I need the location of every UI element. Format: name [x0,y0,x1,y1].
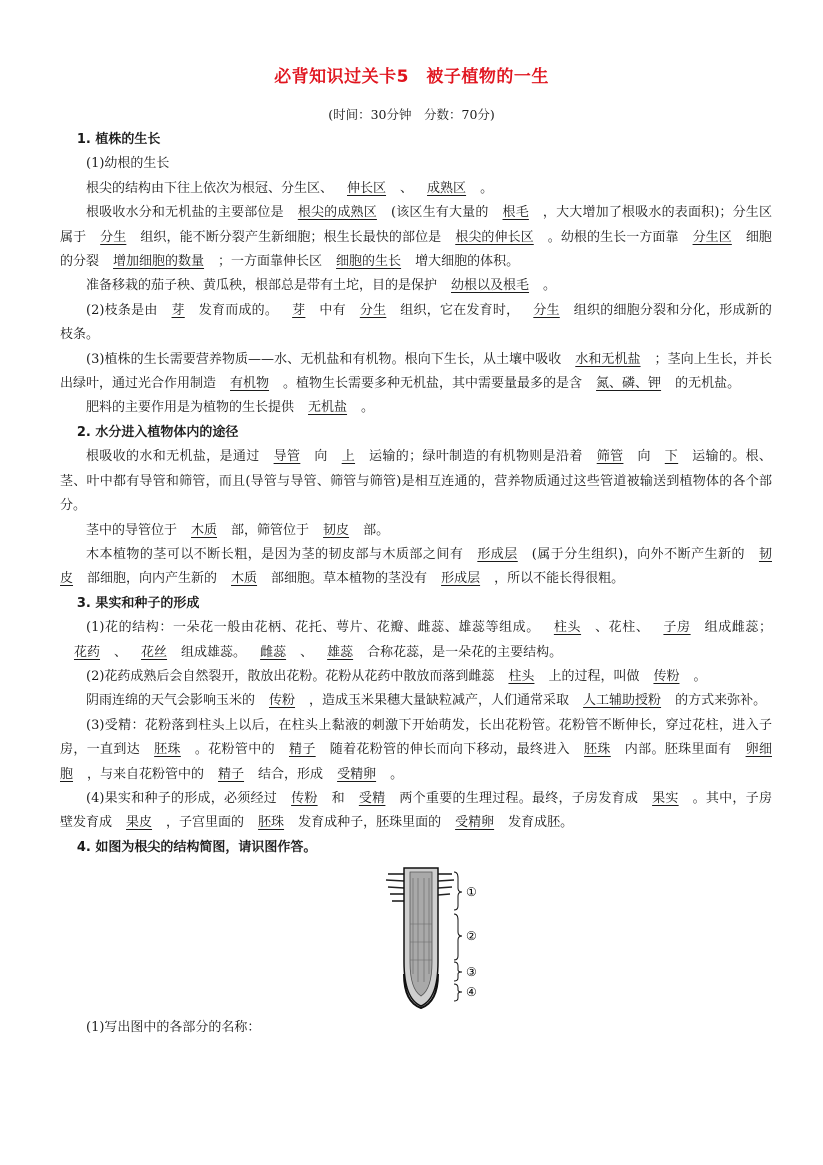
s2-para2: 茎中的导管位于 木质 部，筛管位于 韧皮 部。 [86,522,390,538]
answer-blank: 精子 [288,742,316,758]
s1-para4: (2)枝条是由 芽 发育而成的。 芽 中有 分生 组织，它在发育时， 分生 组织的细胞分裂和分化，形成新的枝条。 [60,302,772,343]
s3-para2: (2)花药成熟后会自然裂开，散放出花粉。花粉从花药中散放而落到雌蕊 柱头 上的过程，叫做 传粉 。 [86,668,707,684]
answer-blank: 幼根以及根毛 [451,278,530,294]
answer-blank: 细胞的生长 [336,254,402,270]
answer-blank: 有机物 [230,376,270,392]
answer-blank: 成熟区 [427,180,467,196]
answer-blank: 柱头 [508,668,535,684]
s3-para4: (3)受精：花粉落到柱头上以后，在柱头上黏液的刺激下开始萌发，长出花粉管。花粉管不断伸长，穿过花柱，进入子房，一直到达 胚珠 。花粉管中的 精子 随着花粉管的伸长而向下移动，最终进入 胚珠 内部。胚珠里面有 卵细胞 ，与来自花粉管中的 精子 结合，形成 受精卵 。 [60,717,772,782]
answer-blank: 子房 [663,620,691,636]
answer-blank: 传粉 [269,693,296,709]
s2-para3: 木本植物的茎可以不断长粗，是因为茎的韧皮部与木质部之间有 形成层 (属于分生组织)，向外不断产生新的 韧皮 部细胞，向内产生新的 木质 部细胞。草本植物的茎没有 形成层 ，所以不能长得很粗。 [60,546,772,587]
answer-blank: 受精 [358,790,386,806]
answer-blank: 根毛 [502,205,529,221]
answer-blank: 下 [664,449,679,465]
s1-sub1: (1)幼根的生长 [86,156,170,172]
s1-para1: 根尖的结构由下往上依次为根冠、分生区、 伸长区 、 成熟区 。 [86,180,494,196]
answer-blank: 木质 [231,571,258,587]
answer-blank: 无机盐 [308,400,348,416]
answer-blank: 形成层 [477,546,518,562]
answer-blank: 木质 [191,522,218,538]
answer-blank: 花药 [74,644,101,660]
answer-blank: 柱头 [553,620,582,636]
answer-blank: 花丝 [141,644,168,660]
answer-blank: 分生 [100,229,127,245]
section-2-heading: 2. 水分进入植物体内的途径 [76,424,239,440]
answer-blank: 传粉 [291,790,318,806]
answer-blank: 芽 [292,302,306,318]
answer-blank: 韧皮 [323,522,350,538]
answer-blank: 伸长区 [347,180,387,196]
answer-blank: 分生 [359,302,387,318]
answer-blank: 根尖的成熟区 [297,205,377,221]
section-4-heading: 4. 如图为根尖的结构简图，请识图作答。 [76,839,317,855]
answer-blank: 雄蕊 [327,644,354,660]
answer-blank: 雌蕊 [260,644,287,660]
section-3-heading: 3. 果实和种子的形成 [76,595,200,611]
answer-blank: 卵细胞 [60,742,772,782]
s2-para1: 根吸收的水和无机盐，是通过 导管 向 上 运输的；绿叶制造的有机物则是沿着 筛管 向 下 运输的。根、茎、叶中都有导管和筛管，而且(导管与导管、筛管与筛管)是相互连通的，营养物质通过这些管道被输送到植物体的各个部分。 [60,449,772,514]
label-1: ① [466,885,477,900]
answer-blank: 分生区 [692,229,732,245]
answer-blank: 受精卵 [455,815,495,831]
s1-para2: 根吸收水分和无机盐的主要部位是 根尖的成熟区 (该区生有大量的 根毛 ，大大增加了根吸水的表面积)；分生区属于 分生 组织，能不断分裂产生新细胞；根生长最快的部位是 根尖的伸长区 。幼根的生长一方面靠 分生区 细胞的分裂 增加细胞的数量 ；一方面靠伸长区 细胞的生长 增大细胞的体积。 [60,205,772,270]
answer-blank: 果皮 [126,815,153,831]
answer-blank: 增加细胞的数量 [113,254,205,270]
s3-para1: (1)花的结构：一朵花一般由花柄、花托、萼片、花瓣、雌蕊、雄蕊等组成。 柱头 、花柱、 子房 组成雌蕊；花药 、 花丝 组成雄蕊。 雌蕊 、 雄蕊 合称花蕊，是一朵花的主要结构。 [60,616,772,665]
document-body [60,128,772,1040]
answer-blank: 根尖的伸长区 [455,229,534,245]
answer-blank: 上 [341,449,356,465]
answer-blank: 人工辅助授粉 [583,693,662,709]
answer-blank: 传粉 [653,668,680,684]
s1-para3: 准备移栽的茄子秧、黄瓜秧，根部总是带有土坨，目的是保护 幼根以及根毛 。 [86,278,557,294]
answer-blank: 氮、磷、钾 [596,376,662,392]
answer-blank: 筛管 [596,449,624,465]
s1-para5: (3)植株的生长需要营养物质——水、无机盐和有机物。根向下生长，从土壤中吸收 水和无机盐 ；茎向上生长，并长出绿叶，通过光合作用制造 有机物 。植物生长需要多种无机盐，其中需要量最多的是含 氮、磷、钾 的无机盐。 [60,351,772,392]
s4-question-1: (1)写出图中的各部分的名称： [86,1020,261,1036]
answer-blank: 导管 [273,449,301,465]
answer-blank: 分生 [533,302,560,318]
answer-blank: 果实 [652,790,679,806]
label-3: ③ [466,965,477,980]
answer-blank: 水和无机盐 [575,351,641,367]
time-score-info: (时间：30分钟 分数：70分) [328,107,495,122]
s1-para6: 肥料的主要作用是为植物的生长提供 无机盐 。 [86,400,375,416]
answer-blank: 芽 [171,302,185,318]
answer-blank: 胚珠 [258,815,285,831]
root-tip-diagram [380,864,490,1012]
answer-blank: 受精卵 [337,766,377,782]
root-tip-figure [60,864,772,1012]
label-4: ④ [466,985,477,1000]
answer-blank: 韧皮 [60,546,772,587]
section-1-heading: 1. 植株的生长 [76,132,161,147]
s3-para3: 阴雨连绵的天气会影响玉米的 传粉 ，造成玉米果穗大量缺粒减产，人们通常采取 人工辅助授粉 的方式来弥补。 [86,693,767,709]
page-title: 必背知识过关卡5 被子植物的一生 [274,67,549,87]
s3-para5: (4)果实和种子的形成，必须经过 传粉 和 受精 两个重要的生理过程。最终，子房发育成 果实 。其中，子房壁发育成 果皮 ，子宫里面的 胚珠 发育成种子，胚珠里面的 受精卵 发育成胚。 [60,790,772,831]
answer-blank: 形成层 [441,571,481,587]
answer-blank: 胚珠 [154,742,181,758]
answer-blank: 胚珠 [584,742,611,758]
label-2: ② [466,929,477,944]
answer-blank: 精子 [218,766,245,782]
